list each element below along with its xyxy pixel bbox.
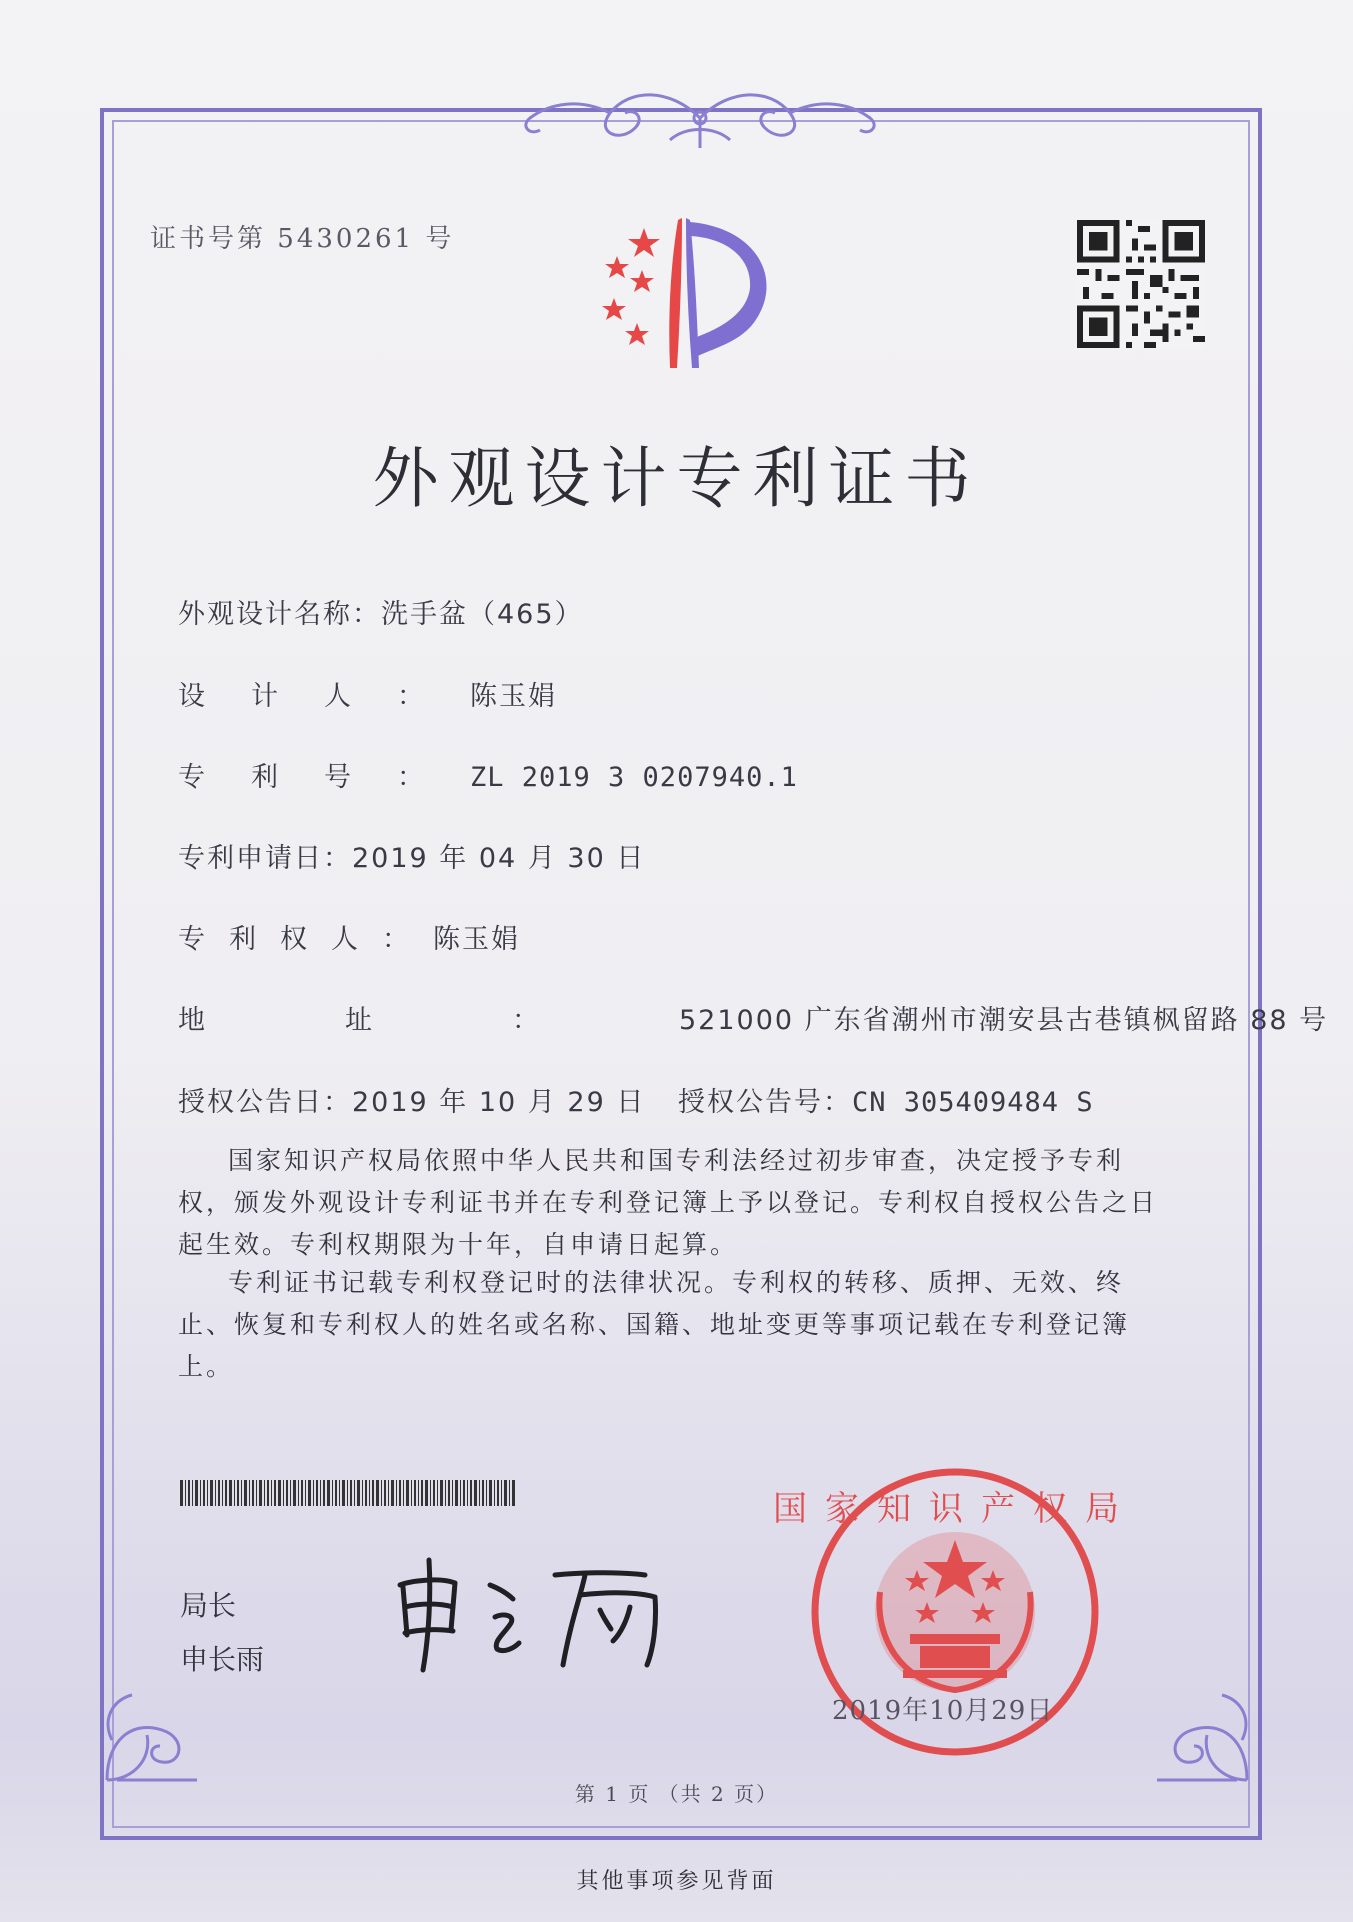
certificate-number-value: 5430261	[277, 224, 415, 254]
barcode-icon	[180, 1480, 516, 1506]
grant-date-row	[178, 1080, 645, 1119]
statement-paragraph-1: 国家知识产权局依照中华人民共和国专利法经过初步审查，决定授予专利权，颁发外观设计专利证书并在专利登记簿上予以登记。专利权自授权公告之日起生效。专利权期限为十年，自申请日起算。	[178, 1146, 1159, 1259]
grant-date-value: 2019 年 10 月 29 日	[352, 1087, 646, 1118]
design-name-label: 外观设计名称：	[178, 599, 381, 630]
patent-number-label: 专利号：	[178, 762, 470, 793]
director-title: 局长	[180, 1589, 237, 1622]
grant-number-label: 授权公告号：	[678, 1087, 852, 1118]
filing-date-label: 专利申请日：	[178, 843, 352, 874]
bottom-right-ornament-icon	[1142, 1640, 1262, 1790]
statement-paragraph-2: 专利证书记载专利权登记时的法律状况。专利权的转移、质押、无效、终止、恢复和专利权人的姓名或名称、国籍、地址变更等事项记载在专利登记簿上。	[178, 1268, 1131, 1381]
footer-note: 其他事项参见背面	[576, 1869, 777, 1894]
patentee-value: 陈玉娟	[433, 924, 520, 955]
address-value: 521000 广东省潮州市潮安县古巷镇枫留路 88 号	[679, 1005, 1329, 1036]
patent-office-emblem-icon	[582, 208, 788, 378]
design-name-row	[178, 592, 584, 631]
designer-row	[178, 674, 557, 713]
certificate-title: 外观设计专利证书	[372, 440, 981, 517]
certificate-number-label: 证书号第	[150, 224, 267, 254]
grant-number-row	[678, 1080, 1094, 1119]
patentee-row	[178, 917, 520, 956]
certificate-number-suffix: 号	[425, 224, 455, 254]
seal-text: 国家知识产权局	[773, 1489, 1137, 1529]
filing-date-value: 2019 年 04 月 30 日	[352, 843, 646, 874]
address-label: 地址：	[178, 1005, 679, 1036]
handwritten-signature	[385, 1545, 685, 1675]
filing-date-row	[178, 836, 645, 875]
seal-date: 2019年10月29日	[832, 1696, 1054, 1726]
designer-label: 设计人：	[178, 681, 470, 712]
qr-code-icon	[1077, 220, 1205, 348]
designer-value: 陈玉娟	[470, 681, 557, 712]
grant-date-label: 授权公告日：	[178, 1087, 352, 1118]
patent-number-value: ZL 2019 3 0207940.1	[470, 762, 798, 793]
design-name-value: 洗手盆（465）	[381, 599, 584, 630]
top-ornament-icon	[500, 78, 900, 158]
address-row	[178, 998, 1328, 1037]
page-indicator: 第 1 页 （共 2 页）	[574, 1782, 779, 1806]
patentee-label: 专利权人：	[178, 924, 433, 955]
grant-number-value: CN 305409484 S	[852, 1087, 1094, 1118]
certificate-number	[150, 218, 454, 255]
patent-number-row	[178, 755, 798, 794]
director-name: 申长雨	[180, 1643, 265, 1676]
